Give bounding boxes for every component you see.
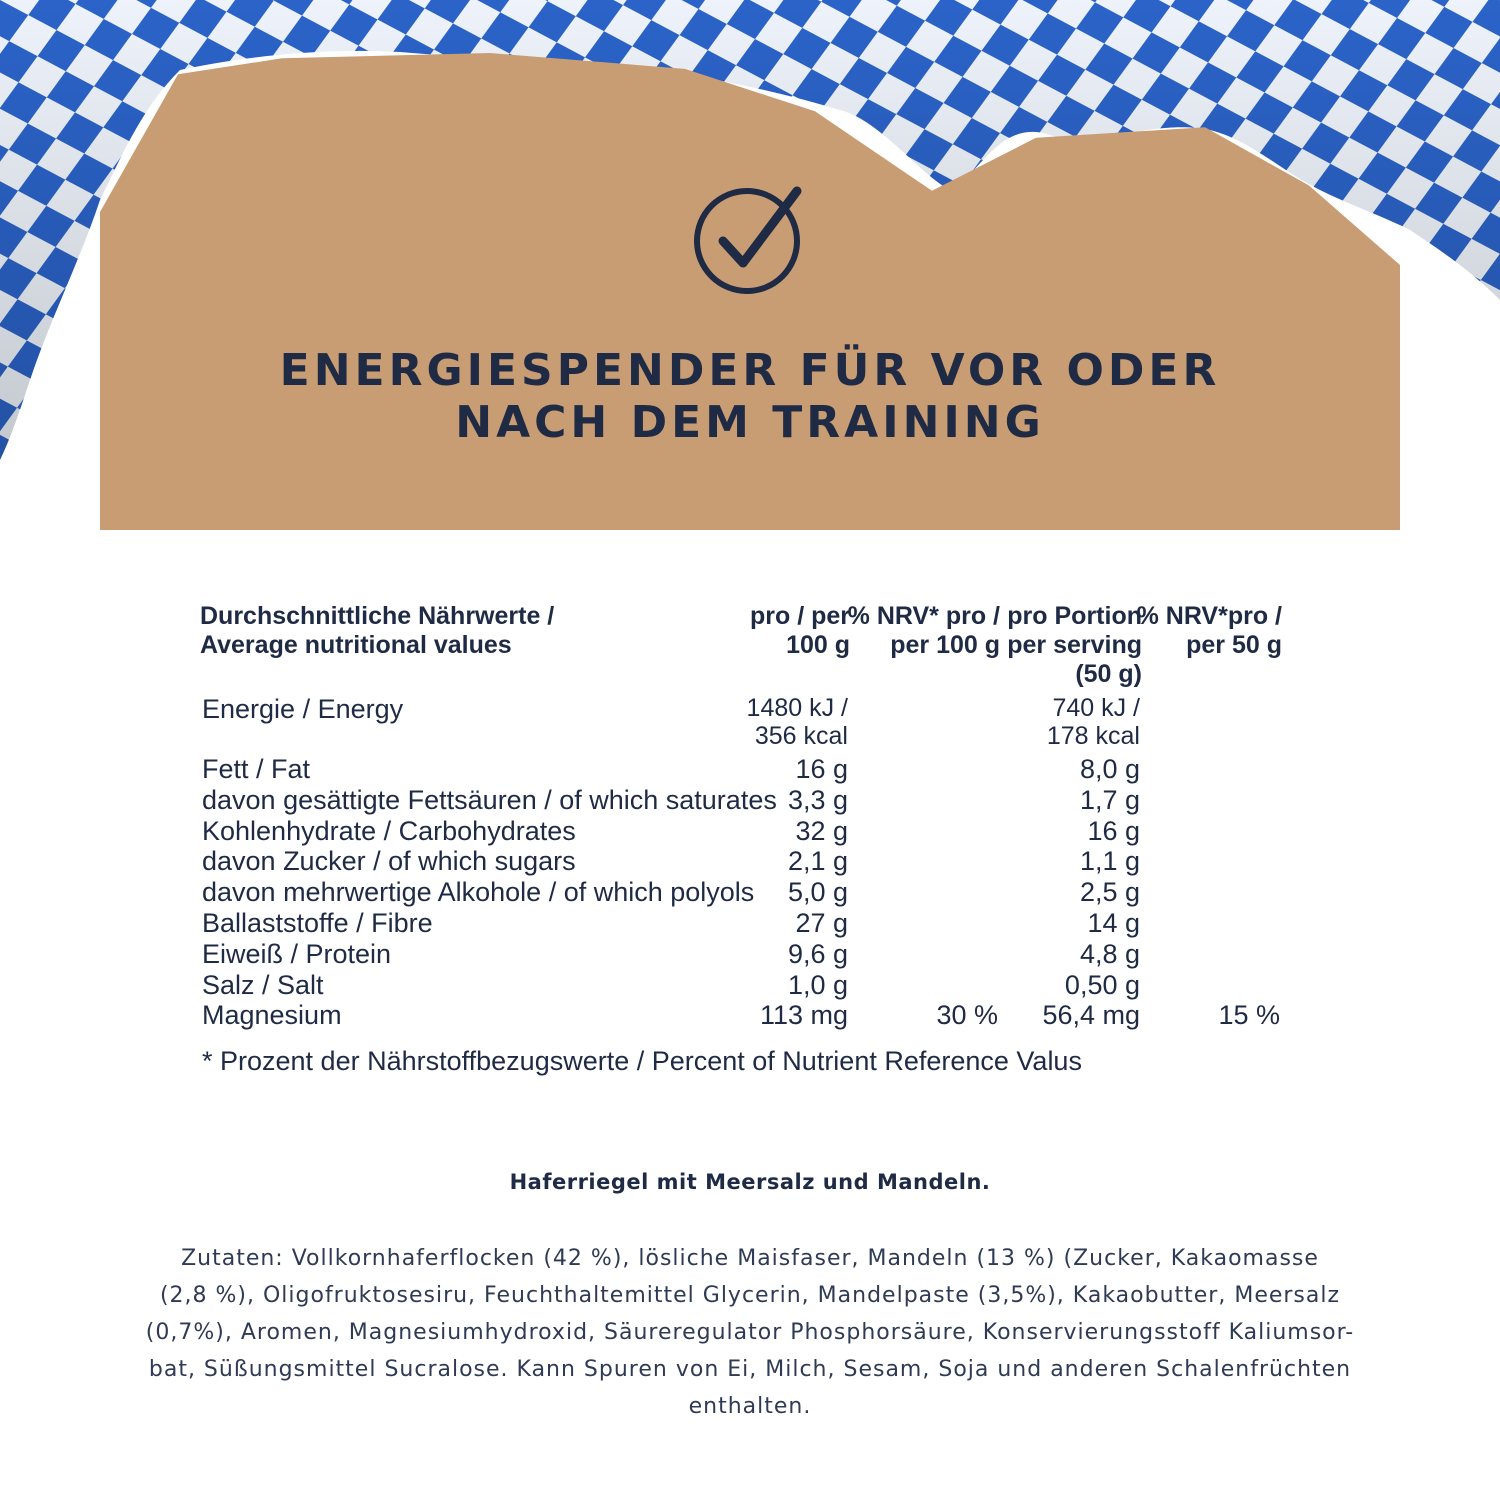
- ingredients-line-1: Zutaten: Vollkornhaferflocken (42 %), lösliche Maisfaser, Mandeln (13 %) (Zucker, Kakaomasse: [181, 1246, 1319, 1271]
- column-header-portion: [1007, 602, 1142, 689]
- row-label: Salz / Salt: [202, 969, 324, 1000]
- energy-portion-kj: 740 kJ /: [1052, 694, 1140, 722]
- row-per100: 9,6 g: [787, 938, 848, 969]
- row-nrv50: 15 %: [1218, 1000, 1280, 1031]
- header-portion-line-1: pro Portion: [1007, 602, 1142, 630]
- headline-line-1: ENERGIESPENDER FÜR VOR ODER: [279, 345, 1221, 396]
- energy-portion: [1047, 694, 1140, 750]
- header-per100-line-2: 100 g: [786, 631, 850, 659]
- row-portion: 1,7 g: [1079, 784, 1140, 815]
- row-per100: 16 g: [795, 754, 848, 784]
- row-portion: 2,5 g: [1079, 877, 1140, 908]
- row-label: davon mehrwertige Alkohole / of which polyols: [202, 877, 755, 908]
- header-nrv50-line-1: % NRV*pro /: [1136, 602, 1282, 630]
- row-portion: 4,8 g: [1079, 938, 1140, 969]
- energy-per100-kcal: 356 kcal: [754, 722, 848, 750]
- row-label: davon gesättigte Fettsäuren / of which saturates: [202, 784, 777, 815]
- headline: [100, 345, 1400, 449]
- column-header-name: [200, 602, 554, 660]
- column-header-per-100g: [750, 602, 850, 660]
- header-name-line-1: Durchschnittliche Nährwerte /: [200, 602, 555, 630]
- row-per100: 32 g: [795, 815, 848, 846]
- ingredients-line-5: enthalten.: [688, 1394, 812, 1419]
- row-per100: 27 g: [795, 908, 848, 938]
- row-per100: 1,0 g: [787, 969, 848, 1000]
- column-header-nrv-100g: [848, 602, 1000, 660]
- row-portion: 0,50 g: [1064, 969, 1140, 1000]
- row-label: Fett / Fat: [202, 754, 311, 784]
- row-portion: 16 g: [1087, 815, 1140, 846]
- row-portion: 14 g: [1087, 908, 1140, 938]
- row-label: Magnesium: [202, 1000, 342, 1031]
- energy-portion-kcal: 178 kcal: [1046, 722, 1140, 750]
- header-portion-line-2: per serving: [1007, 631, 1142, 659]
- row-portion: 8,0 g: [1079, 754, 1140, 784]
- row-label: davon Zucker / of which sugars: [202, 846, 576, 877]
- header-portion-line-3: (50 g): [1075, 660, 1142, 688]
- row-label: Energie / Energy: [202, 694, 404, 724]
- row-per100: 2,1 g: [787, 846, 848, 877]
- header-nrv100-line-2: per 100 g: [890, 631, 1000, 659]
- header-nrv100-line-1: % NRV* pro /: [847, 602, 1000, 630]
- row-label: Eiweiß / Protein: [202, 938, 392, 969]
- header-per100-line-1: pro / per: [749, 602, 850, 630]
- product-name: Haferriegel mit Meersalz und Mandeln.: [509, 1170, 991, 1194]
- table-row-energy: [200, 694, 1300, 754]
- row-label: Kohlenhydrate / Carbohydrates: [202, 815, 576, 846]
- ingredients-text: [100, 1240, 1400, 1425]
- row-per100: 3,3 g: [787, 784, 848, 815]
- energy-per100: [747, 694, 848, 750]
- row-portion: 1,1 g: [1079, 846, 1140, 877]
- headline-line-2: NACH DEM TRAINING: [455, 397, 1045, 448]
- nrv-footnote: * Prozent der Nährstoffbezugswerte / Percent of Nutrient Reference Valus: [202, 1046, 1082, 1076]
- ingredients-line-2: (2,8 %), Oligofruktosesiru, Feuchthaltemittel Glycerin, Mandelpaste (3,5%), Kakaobutter, Meersalz: [159, 1283, 1341, 1308]
- ingredients-line-3: (0,7%), Aromen, Magnesiumhydroxid, Säureregulator Phosphorsäure, Konservierungsstoff Kaliumsor-: [145, 1320, 1355, 1345]
- row-per100: 5,0 g: [787, 877, 848, 908]
- row-nrv100: 30 %: [936, 1000, 998, 1031]
- row-per100: 113 mg: [759, 1000, 848, 1031]
- header-nrv50-line-2: per 50 g: [1186, 631, 1282, 659]
- energy-per100-kj: 1480 kJ /: [746, 694, 848, 722]
- row-label: Ballaststoffe / Fibre: [202, 908, 433, 938]
- check-circle-icon: [693, 183, 805, 295]
- ingredients-line-4: bat, Süßungsmittel Sucralose. Kann Spuren von Ei, Milch, Sesam, Soja und anderen Schalenfrüchten: [148, 1357, 1352, 1382]
- row-portion: 56,4 mg: [1042, 1000, 1140, 1031]
- header-name-line-2: Average nutritional values: [200, 631, 512, 659]
- column-header-nrv-50g: [1137, 602, 1282, 660]
